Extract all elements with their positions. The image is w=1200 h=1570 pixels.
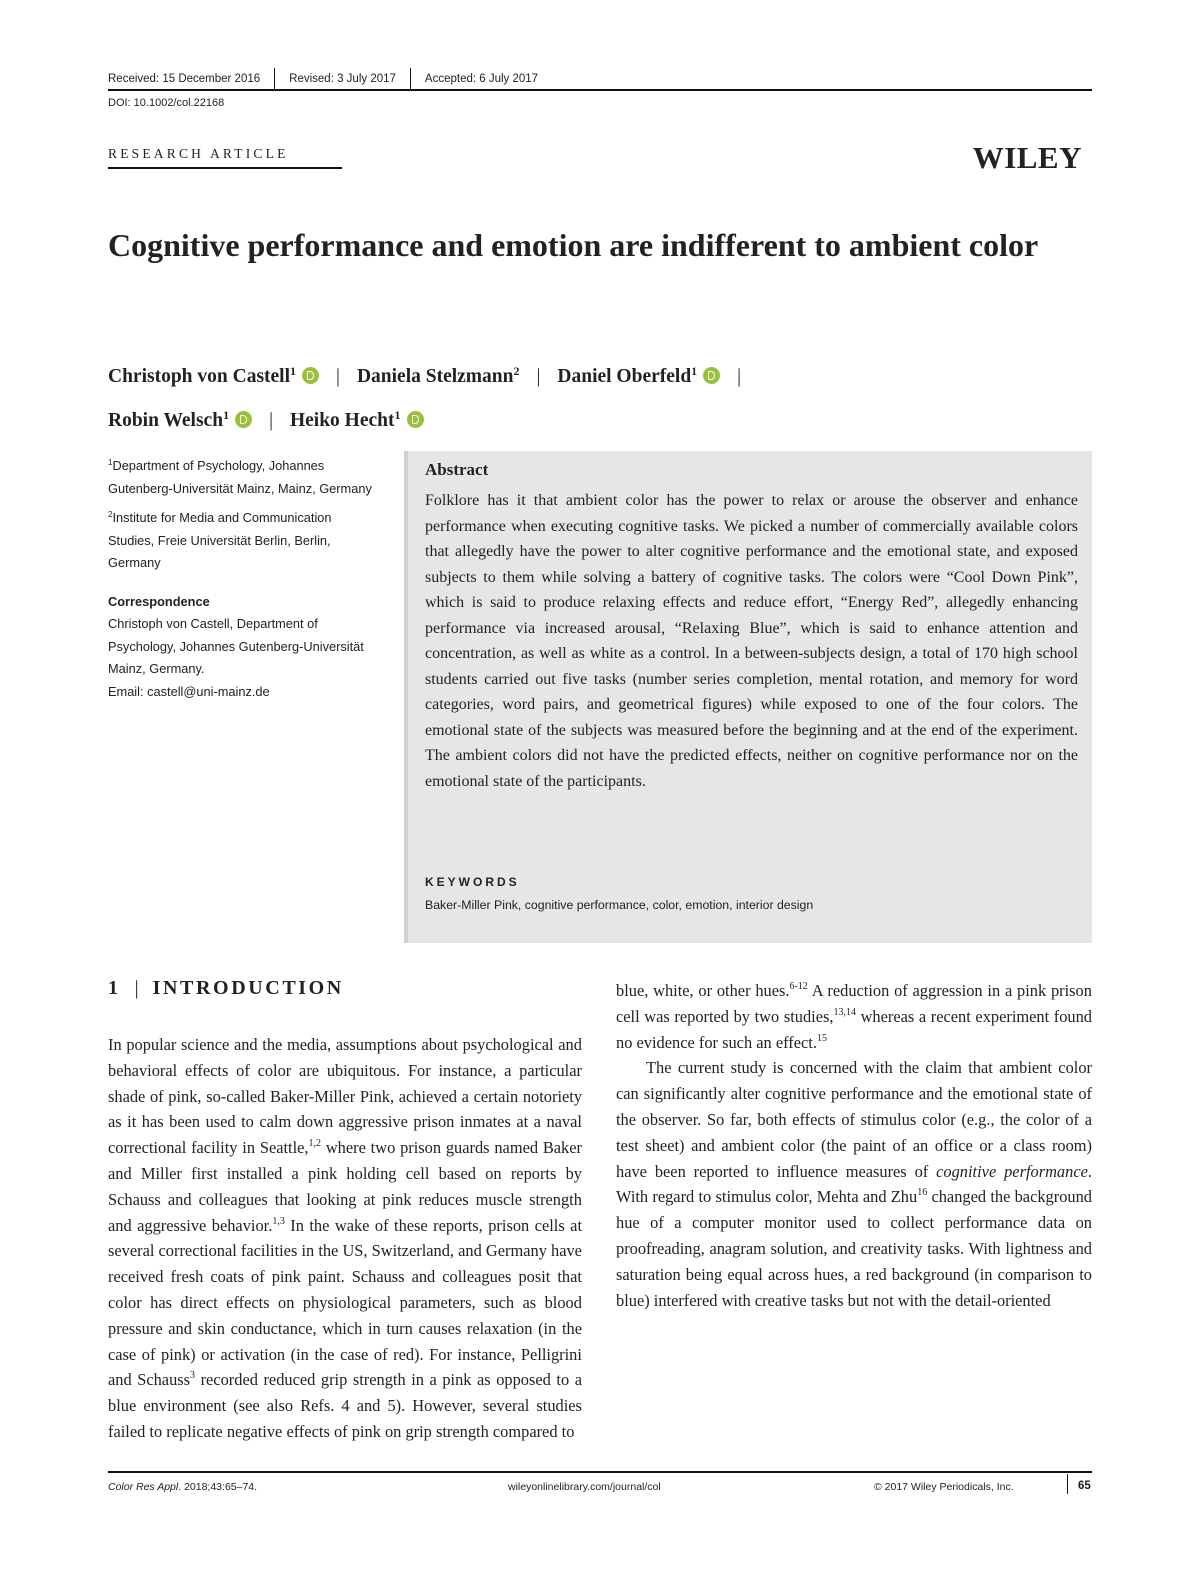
- footer-separator: [1067, 1474, 1068, 1494]
- doi[interactable]: DOI: 10.1002/col.22168: [108, 97, 225, 109]
- author-name: Robin Welsch: [108, 410, 224, 431]
- affiliation-mark: 2: [108, 510, 113, 519]
- author-affil-mark: 1: [223, 408, 230, 422]
- correspondence-text: [108, 613, 373, 703]
- affiliation-text: Department of Psychology, Johannes Gutenberg-Universität Mainz, Mainz, Germany: [108, 458, 372, 496]
- date-separator: [410, 68, 411, 90]
- paragraph-continued: blue, white, or other hues.$^{6-12}$ A reduction of aggression in a pink prison cell was reported by two studies,$^{13,14}$ whereas a recent experiment found no evidence for such an effect.$^{15}$: [616, 981, 1093, 1052]
- keywords-heading: KEYWORDS: [425, 875, 520, 889]
- section-separator: |: [134, 977, 139, 999]
- body-column-right: [616, 978, 1092, 1313]
- footer-url[interactable]: wileyonlinelibrary.com/journal/col: [508, 1481, 661, 1493]
- affiliation: [108, 452, 373, 500]
- abstract-rule: [404, 451, 408, 943]
- orcid-icon[interactable]: [407, 411, 424, 428]
- orcid-icon[interactable]: [235, 411, 252, 428]
- article-title: Cognitive performance and emotion are indifferent to ambient color: [108, 227, 1039, 263]
- author-separator: |: [536, 366, 541, 387]
- author-affil-mark: 1: [394, 408, 401, 422]
- footer-rule: [108, 1471, 1092, 1473]
- author-name: Daniela Stelzmann: [356, 366, 514, 387]
- orcid-icon[interactable]: [302, 367, 319, 384]
- article-dates: [108, 68, 538, 90]
- affiliation-text: Institute for Media and Communication Studies, Freie Universität Berlin, Berlin, Germany: [108, 510, 332, 570]
- page-number: 65: [1078, 1480, 1091, 1492]
- revised-date: Revised: 3 July 2017: [289, 73, 396, 85]
- affiliation: [108, 504, 373, 575]
- received-date: Received: 15 December 2016: [108, 73, 261, 85]
- citation-superscript[interactable]: 15: [816, 1032, 827, 1044]
- author-affil-mark: 2: [513, 364, 520, 378]
- citation-superscript[interactable]: 6-12: [789, 981, 808, 992]
- citation-superscript[interactable]: 1,2: [308, 1138, 322, 1150]
- section-number: 1: [108, 977, 121, 999]
- author-separator: |: [269, 410, 273, 431]
- footer-copyright: © 2017 Wiley Periodicals, Inc.: [874, 1481, 1014, 1493]
- paragraph: The current study is concerned with the claim that ambient color can significantly alter cognitive performance and the emotional state of the observer. So far, both effects of stimulus color (e.g., the color of a test sheet) and ambient color (the paint of an office or a class room) have been reported to influence measures of cognitive performance. With regard to stimulus color, Mehta and Zhu$^{16}$ changed the background hue of a computer monitor used to collect performance data on proofreading, anagram solution, and creativity tasks. With lightness and saturation being equal across hues, a red background (in comparison to blue) interfered with creative tasks but not with the detail-oriented: [616, 1058, 1092, 1310]
- abstract-box: [404, 451, 1092, 943]
- author-name: Heiko Hecht: [289, 410, 395, 431]
- author-separator: |: [737, 366, 742, 387]
- article-type-rule: [108, 167, 342, 169]
- accepted-date: Accepted: 6 July 2017: [424, 73, 539, 85]
- footer-citation: [108, 1481, 257, 1493]
- author-name: Christoph von Castell: [108, 366, 291, 387]
- emphasis: cognitive performance: [936, 1161, 1088, 1181]
- abstract-heading: Abstract: [425, 460, 489, 479]
- article-type: RESEARCH ARTICLE: [108, 146, 289, 161]
- correspondence-address: Christoph von Castell, Department of Psychology, Johannes Gutenberg-Universität Mainz, Germany.: [108, 616, 364, 676]
- section-heading: [108, 977, 344, 1000]
- journal-name: Color Res Appl: [108, 1481, 179, 1493]
- affiliations: [108, 452, 373, 703]
- section-title: INTRODUCTION: [152, 977, 344, 999]
- citation-superscript[interactable]: 16: [917, 1187, 928, 1199]
- citation-superscript[interactable]: 1,3: [272, 1215, 285, 1227]
- author-affil-mark: 1: [290, 364, 297, 378]
- publisher-logo: WILEY: [972, 140, 1082, 175]
- affiliation-mark: 1: [108, 458, 113, 467]
- correspondence-email[interactable]: Email: castell@uni-mainz.de: [108, 683, 270, 699]
- header-rule: [108, 89, 1092, 91]
- citation-superscript[interactable]: 3: [190, 1370, 196, 1382]
- abstract-text: Folklore has it that ambient color has the power to relax or arouse the observer and enhance performance when executing cognitive tasks. We picked a number of commercially available colors that allegedly have the power to alter cognitive performance and the emotional state, and exposed subjects to them while solving a battery of cognitive tasks. The colors were “Cool Down Pink”, which is said to produce relaxing effects and reduce effort, “Energy Red”, allegedly enhancing performance via increased arousal, “Relaxing Blue”, which is said to enhance attention and concentration, as well as white as a control. In a between-subjects design, a total of 170 high school students carried out five tasks (number series completion, mental rotation, and memory for word categories, word pairs, and geometrical figures) while exposed to one of the four colors. The emotional state of the subjects was measured before the beginning and at the end of the experiment. The ambient colors did not have the predicted effects, neither on cognitive performance nor on the emotional state of the participants.: [425, 492, 1078, 790]
- author-affil-mark: 1: [691, 364, 698, 378]
- citation-superscript[interactable]: 13,14: [833, 1006, 856, 1018]
- citation-details: . 2018;43:65–74.: [178, 1481, 258, 1493]
- author-separator: |: [336, 366, 340, 387]
- orcid-icon[interactable]: [703, 367, 720, 384]
- date-separator: [274, 68, 275, 90]
- author-list: [108, 352, 1068, 440]
- keywords-list: Baker-Miller Pink, cognitive performance, color, emotion, interior design: [425, 898, 814, 912]
- author-name: Daniel Oberfeld: [557, 366, 692, 387]
- correspondence-heading: Correspondence: [108, 593, 210, 609]
- body-column-left: In popular science and the media, assumptions about psychological and behavioral effects of color are ubiquitous. For instance, a particular shade of pink, so-called Baker-Miller Pink, achieved a certain notoriety as it has been used to calm down aggressive prison inmates at a naval correctional facility in Seattle,$^{1,2}$ where two prison guards named Baker and Miller first installed a pink holding cell based on reports by Schauss and colleagues that looking at pink reduces muscle strength and aggressive behavior.$^{1,3}$ In the wake of these reports, prison cells at several correctional facilities in the US, Switzerland, and Germany have received fresh coats of pink paint. Schauss and colleagues posit that color has direct effects on physiological parameters, such as blood pressure and skin conductance, which in turn causes relaxation (in the case of pink) or activation (in the case of red). For instance, Pelligrini and Schauss$^3$ recorded reduced grip strength in a pink as opposed to a blue environment (see also Refs. 4 and 5). However, several studies failed to replicate negative effects of pink on grip strength compared to: [108, 1035, 583, 1441]
